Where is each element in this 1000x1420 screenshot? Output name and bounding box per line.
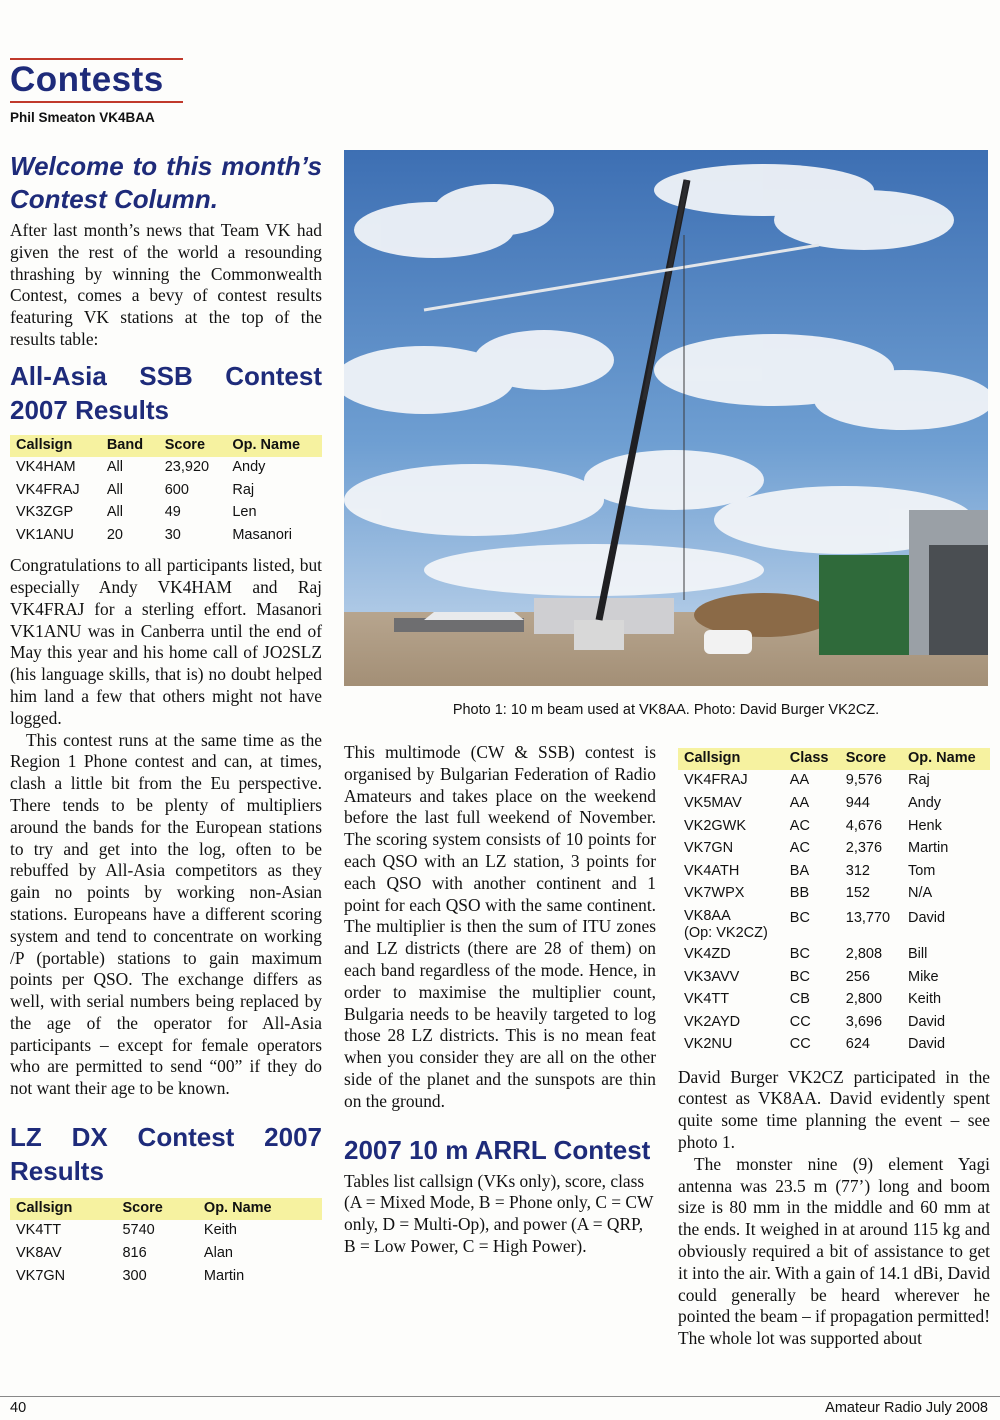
table-cell: 4,676 [845, 817, 883, 834]
table-cell: Alan [203, 1245, 233, 1262]
table-cell: Bill [907, 945, 928, 962]
table-cell: Henk [907, 817, 942, 834]
table-cell: VK2AYD [684, 1013, 741, 1030]
operator-note: (Op: VK2CZ) [684, 924, 768, 941]
table-row [678, 1034, 990, 1057]
arrl-results-table [678, 748, 990, 1057]
table-cell: VK4TT [16, 1222, 62, 1239]
footer-rule [0, 1396, 1000, 1397]
table-cell: 2,808 [845, 945, 883, 962]
table-cell: 30 [164, 526, 181, 543]
column-middle [344, 742, 656, 1258]
arrl-para-2: David Burger VK2CZ participated in the contest as VK8AA. David evidently spent quite some time planning the event – see photo 1. [678, 1066, 990, 1152]
table-cell: 944 [845, 794, 870, 811]
page-number: 40 [10, 1400, 27, 1416]
table-header: Callsign [10, 1198, 116, 1220]
table-cell: VK7GN [16, 1267, 66, 1284]
table-row [678, 793, 990, 816]
table-cell: VK7WPX [684, 885, 745, 902]
table-cell: Martin [203, 1267, 245, 1284]
table-cell: VK4FRAJ [684, 772, 748, 789]
table-cell: All [106, 504, 123, 521]
table-row [10, 479, 322, 502]
table-cell: VK3ZGP [16, 504, 74, 521]
antenna-photo [344, 150, 988, 686]
table-row [678, 1011, 990, 1034]
table-cell: David [907, 909, 946, 926]
all-asia-heading: All-Asia SSB Contest 2007 Results [10, 360, 322, 425]
table-cell: VK5MAV [684, 794, 742, 811]
table-cell: VK2NU [684, 1036, 733, 1053]
table-cell: BC [789, 909, 810, 926]
table-cell: Tom [907, 862, 936, 879]
table-cell: Masanori [232, 526, 292, 543]
arrl-para-3: The monster nine (9) element Yagi antenna was 23.5 m (77’) long and boom size is 80 mm in the middle and 60 mm at the ends. It weighed in at around 115 kg and obviously required a bit of assistance to get it into the air. With a gain of 14.1 dBi, David could generally be heard wherever he pointed the beam – if propagation permitted! The whole lot was supported about [678, 1153, 990, 1349]
table-cell: David [907, 1013, 946, 1030]
table-header: Op. Name [902, 748, 990, 770]
table-cell: 256 [845, 968, 870, 985]
table-header: Class [784, 748, 840, 770]
table-cell: AA [789, 794, 810, 811]
table-row [678, 966, 990, 989]
section-title: Contests [10, 60, 164, 99]
table-row [678, 770, 990, 793]
table-cell: 2,376 [845, 840, 883, 857]
table-cell: BC [789, 968, 810, 985]
table-cell: 600 [164, 481, 189, 498]
table-cell: 20 [106, 526, 123, 543]
table-cell: VK4HAM [16, 459, 76, 476]
table-cell: Mike [907, 968, 939, 985]
author-byline: Phil Smeaton VK4BAA [10, 110, 155, 125]
table-cell [678, 906, 784, 944]
table-cell: Len [232, 504, 257, 521]
table-cell: CC [789, 1036, 811, 1053]
table-cell: BB [789, 885, 810, 902]
table-cell: Keith [203, 1222, 237, 1239]
table-cell: 300 [122, 1267, 147, 1284]
arrl-intro: Tables list callsign (VKs only), score, class (A = Mixed Mode, B = Phone only, C = CW only, D = Multi-Op), and power (A = QRP, B = Low Power, C = High Power). [344, 1170, 654, 1256]
table-cell: VK8AV [16, 1245, 62, 1262]
table-row [678, 815, 990, 838]
table-cell: AC [789, 817, 810, 834]
table-header: Callsign [10, 435, 101, 457]
table-row [678, 860, 990, 883]
arrl-heading: 2007 10 m ARRL Contest [344, 1134, 651, 1165]
table-cell: Martin [907, 840, 949, 857]
photo-illustration [344, 150, 988, 686]
table-cell: VK2GWK [684, 817, 747, 834]
table-row [10, 1243, 322, 1266]
table-row [678, 883, 990, 906]
table-row [678, 944, 990, 967]
all-asia-para-2: This contest runs at the same time as the Region 1 Phone contest and can, at times, clash a little bit from the Eu perspective. There tends to be plenty of multipliers around the bands for the European stations to try and get into the log, often to be rebuffed by All-Asia competitors as they gain no points by working non-Asian stations. Europeans have a different scoring system and tend to concentrate on working /P (portable) stations to gain maximum points per QSO. The exchange differs as well, with serial numbers being replaced by the age of the operator for All-Asia participants – except for female operators who are permitted to send “00” if they do not want their age to be known. [10, 729, 322, 1099]
table-cell: 9,576 [845, 772, 883, 789]
table-header: Band [101, 435, 159, 457]
table-row [678, 838, 990, 861]
table-cell: VK3AVV [684, 968, 740, 985]
table-row [10, 1220, 322, 1243]
table-cell: BC [789, 945, 810, 962]
table-header: Callsign [678, 748, 784, 770]
all-asia-results-table [10, 435, 322, 547]
table-cell: Keith [907, 991, 942, 1008]
table-cell: David [907, 1036, 946, 1053]
table-header: Op. Name [226, 435, 322, 457]
table-cell: VK4ATH [684, 862, 740, 879]
lz-dx-para: This multimode (CW & SSB) contest is organised by Bulgarian Federation of Radio Amateurs and takes place on the weekend before the last full weekend of November. The scoring system consists of 10 points for each QSO with an LZ station, 3 points for each QSO with another continent and 1 point for each QSO with the same continent. The multiplier is then the sum of ITU zones and LZ districts (there are 28 of them) on each band regardless of the mode. Hence, in order to maximise the multiplier count, Bulgaria needs to be heavily targeted to log those 28 LZ districts. This is no mean feat when you consider they are all on the other side of the planet and the sunspots are thin on the ground. [344, 742, 656, 1111]
all-asia-para-1: Congratulations to all participants listed, but especially Andy VK4HAM and Raj VK4FRAJ for a sterling effort. Masanori VK1ANU was in Canberra until the end of May this year and his home call of JO2SLZ (his language skills, that is) no doubt helped him land a few that others might not have logged. [10, 555, 322, 728]
table-cell: BA [789, 862, 810, 879]
table-header: Op. Name [198, 1198, 322, 1220]
table-cell: VK4TT [684, 991, 730, 1008]
table-cell: AC [789, 840, 810, 857]
table-cell: 624 [845, 1036, 870, 1053]
table-cell: Andy [907, 794, 942, 811]
welcome-heading: Welcome to this month’s Contest Column. [10, 151, 322, 214]
column-right [678, 748, 990, 1350]
table-cell: CB [789, 991, 810, 1008]
table-cell: 5740 [122, 1222, 155, 1239]
table-header: Score [116, 1198, 197, 1220]
table-cell: VK1ANU [16, 526, 75, 543]
table-row [678, 989, 990, 1012]
table-cell: 3,696 [845, 1013, 883, 1030]
lz-dx-heading: LZ DX Contest 2007 Results [10, 1122, 322, 1187]
table-row [10, 525, 322, 548]
table-cell: AA [789, 772, 810, 789]
table-cell: 13,770 [845, 909, 891, 926]
table-cell: 816 [122, 1245, 147, 1262]
lz-dx-results-table [10, 1198, 322, 1288]
table-cell: All [106, 459, 123, 476]
table-cell: VK4ZD [684, 945, 731, 962]
table-header: Score [840, 748, 902, 770]
column-left [10, 150, 322, 1288]
table-cell: 49 [164, 504, 181, 521]
table-cell: Andy [232, 459, 266, 476]
table-row [10, 1265, 322, 1288]
table-cell: VK7GN [684, 840, 734, 857]
table-cell: N/A [907, 885, 933, 902]
table-cell: VK4FRAJ [16, 481, 80, 498]
table-row [678, 906, 990, 944]
header-rule-bottom [10, 101, 183, 103]
table-cell: 23,920 [164, 459, 210, 476]
photo-caption: Photo 1: 10 m beam used at VK8AA. Photo: David Burger VK2CZ. [452, 702, 880, 718]
callsign: VK8AA [684, 907, 731, 924]
table-cell: All [106, 481, 123, 498]
table-cell: Raj [232, 481, 255, 498]
table-cell: 152 [845, 885, 870, 902]
table-row [10, 457, 322, 480]
table-cell: Raj [907, 772, 930, 789]
table-row [10, 502, 322, 525]
table-cell: 2,800 [845, 991, 883, 1008]
table-cell: CC [789, 1013, 811, 1030]
magazine-issue: Amateur Radio July 2008 [825, 1400, 988, 1416]
welcome-intro: After last month’s news that Team VK had given the rest of the world a resounding thrashing by winning the Commonwealth Contest, comes a bevy of contest results featuring VK stations at the top of the results table: [10, 220, 322, 349]
table-cell: 312 [845, 862, 870, 879]
table-header: Score [159, 435, 227, 457]
